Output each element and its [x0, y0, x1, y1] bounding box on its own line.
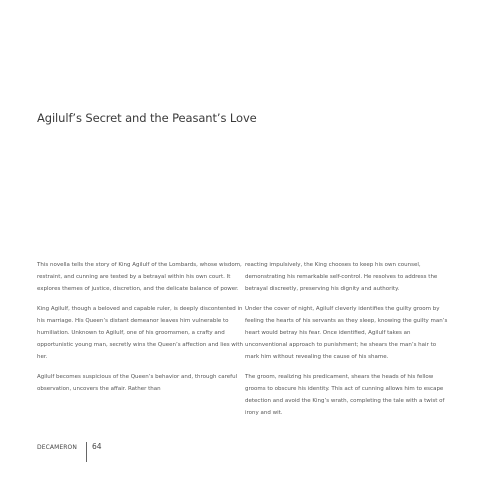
right-text-column	[245, 259, 450, 426]
body-paragraph: Agilulf becomes suspicious of the Queen’s behavior and, through careful observation, uncovers the affair. Rather than	[37, 373, 238, 392]
page-number: 64	[91, 442, 102, 451]
folio-divider	[86, 442, 87, 462]
body-paragraph: Under the cover of night, Agilulf cleverly identifies the guilty groom by feeling the hearts of his servants as they sleep, knowing the guilty man’s heart would betray his fear. Once identified, Agilulf takes an unconventional approach to punishment; he shears the man’s hair to mark him without revealing the cause of his shame.	[245, 305, 448, 361]
chapter-title: Agilulf’s Secret and the Peasant’s Love	[37, 111, 257, 125]
body-paragraph: King Agilulf, though a beloved and capable ruler, is deeply discontented in his marriage. His Queen’s distant demeanor leaves him vulnerable to humiliation. Unknown to Agilulf, one of his groomsmen, a crafty and opportunistic young man, secretly wins the Queen’s affection and lies with her.	[37, 305, 243, 361]
body-paragraph: The groom, realizing his predicament, shears the heads of his fellow grooms to obscure his identity. This act of cunning allows him to escape detection and avoid the King’s wrath, completing the tale with a twist of irony and wit.	[245, 373, 445, 417]
running-head: DECAMERON	[37, 444, 77, 451]
body-paragraph: reacting impulsively, the King chooses to keep his own counsel, demonstrating his remarkable self-control. He resolves to address the betrayal discreetly, preserving his dignity and authority.	[245, 262, 438, 293]
left-text-column	[37, 259, 247, 402]
page-footer	[37, 442, 102, 462]
body-paragraph: This novella tells the story of King Agilulf of the Lombards, whose wisdom, restraint, and cunning are tested by a betrayal within his own court. It explores themes of justice, discretion, and the delicate balance of power.	[37, 262, 242, 293]
